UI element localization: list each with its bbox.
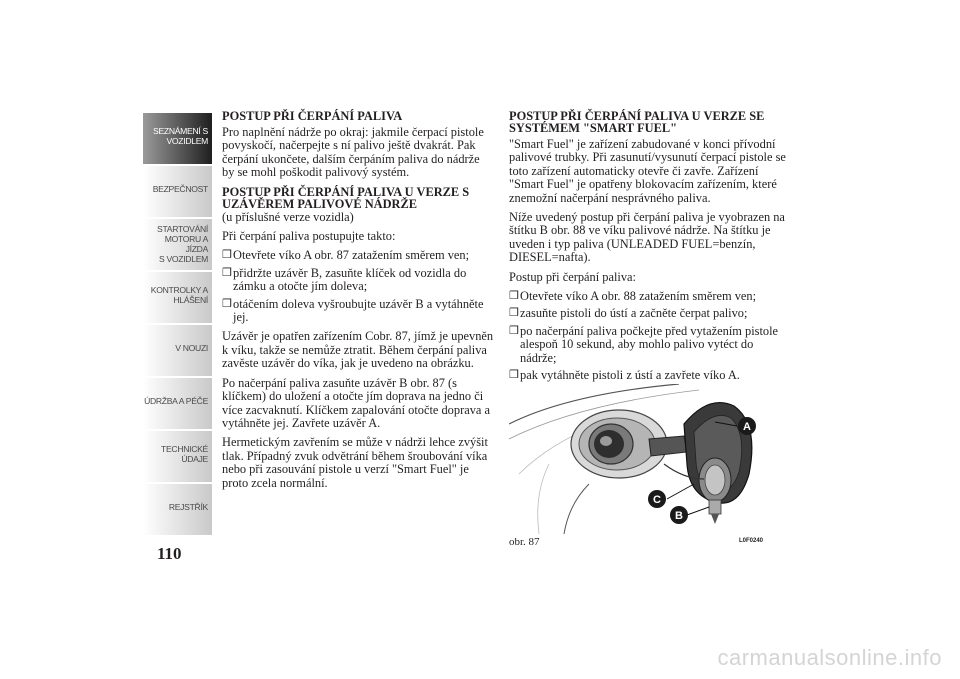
paragraph: Uzávěr je opatřen zařízením Cobr. 87, jímž je upevněn k víku, takže se nemůže ztratit. Během čerpání paliva zavěste uzávěr do víka, jak je uvedeno na obrázku. <box>222 329 494 371</box>
checkbox-bullet-icon: ❒ <box>222 297 232 310</box>
list-item: ❒ po načerpání paliva počkejte před vytažením pistole alespoň 10 sekund, aby mohlo palivo vytéct do nádrže; <box>509 323 779 365</box>
paragraph: Po načerpání paliva zasuňte uzávěr B obr. 87 (s klíčkem) do uložení a otočte jím doprava na jedno či více zacvaknutí. Klíčkem zapalování otočte doprava a vytáhněte jej. Zavřete uzávěr A. <box>222 375 490 430</box>
callout-a-label: A <box>743 421 751 433</box>
chapter-tabs <box>143 113 212 537</box>
list-item: ❒ přidržte uzávěr B, zasuňte klíček od vozidla do zámku a otočte jím doleva; <box>222 265 467 294</box>
list-item: ❒ zasuňte pistoli do ústí a začněte čerpat palivo; <box>509 306 748 321</box>
callout-c-label: C <box>653 494 661 506</box>
checkbox-bullet-icon: ❒ <box>509 369 519 382</box>
section-heading: POSTUP PŘI ČERPÁNÍ PALIVA U VERZE SE SYSTÉMEM "SMART FUEL" <box>509 109 765 135</box>
tab-udrzba[interactable]: ÚDRŽBA A PÉČE <box>143 378 212 429</box>
paragraph: Níže uvedený postup při čerpání paliva je vyobrazen na štítku B obr. 88 ve víku palivové nádrže. Na štítku je uveden i typ paliva (UNLEADED FUEL=benzín, DIESEL=nafta). <box>509 210 785 265</box>
paragraph: Při čerpání paliva postupujte takto: <box>222 229 396 244</box>
callout-b-label: B <box>675 510 683 522</box>
tab-startovani[interactable]: STARTOVÁNÍ MOTORU A JÍZDA S VOZIDLEM <box>143 219 212 270</box>
paragraph: Postup při čerpání paliva: <box>509 269 636 284</box>
tab-v-nouzi[interactable]: V NOUZI <box>143 325 212 376</box>
watermark: carmanualsonline.info <box>717 645 942 670</box>
left-column <box>222 110 494 496</box>
list-item: ❒ pak vytáhněte pistoli z ústí a zavřete víko A. <box>509 368 740 383</box>
page-number: 110 <box>157 544 182 563</box>
checkbox-bullet-icon: ❒ <box>509 307 519 320</box>
fuel-cap-drawing <box>509 384 788 534</box>
tab-seznameni-s-vozidlem[interactable]: SEZNÁMENÍ S VOZIDLEM <box>143 113 212 164</box>
paragraph: "Smart Fuel" je zařízení zabudované v konci přívodní palivové trubky. Při zasunutí/vysunutí čerpací pistole se toto zařízení automaticky otevře či zavře. Zařízení "Smart Fuel" je opatřeny blokovacím zařízením, které znemožní načerpání nesprávného paliva. <box>509 137 786 205</box>
heading-note: (u příslušné verze vozidla) <box>222 209 354 224</box>
checkbox-bullet-icon: ❒ <box>222 266 232 279</box>
right-column <box>509 110 786 389</box>
checkbox-bullet-icon: ❒ <box>222 249 232 262</box>
paragraph: Pro naplnění nádrže po okraj: jakmile čerpací pistole povyskočí, načerpejte s ní palivo ještě dvakrát. Pak čerpání ukončete, dalším čerpáním paliva do nádrže by se mohl poškodit palivový systém. <box>222 125 484 180</box>
figure-caption: obr. 87 <box>509 536 540 548</box>
fuel-cap-illustration <box>509 384 788 534</box>
list-item: ❒ otáčením doleva vyšroubujte uzávěr B a vytáhněte jej. <box>222 296 484 325</box>
tab-bezpecnost[interactable]: BEZPEČNOST <box>143 166 212 217</box>
checkbox-bullet-icon: ❒ <box>509 290 519 303</box>
steps-list <box>222 249 494 324</box>
steps-list <box>509 290 786 382</box>
list-item: ❒ Otevřete víko A obr. 88 zatažením směrem ven; <box>509 289 757 304</box>
section-heading: POSTUP PŘI ČERPÁNÍ PALIVA U VERZE S UZÁVĚREM PALIVOVÉ NÁDRŽE <box>222 184 470 211</box>
list-item: ❒ Otevřete víko A obr. 87 zatažením směrem ven; <box>222 248 470 263</box>
paragraph: Hermetickým zavřením se může v nádrži lehce zvýšit tlak. Případný zvuk odvětrání během šroubování víka nebo při zasouvání pistole u verzí "Smart Fuel" je proto zcela normální. <box>222 435 488 490</box>
section-heading: POSTUP PŘI ČERPÁNÍ PALIVA <box>222 109 403 123</box>
tab-kontrolky[interactable]: KONTROLKY A HLÁŠENÍ <box>143 272 212 323</box>
checkbox-bullet-icon: ❒ <box>509 324 519 337</box>
figure-code: L0F0240 <box>739 538 764 544</box>
tab-technicke-udaje[interactable]: TECHNICKÉ ÚDAJE <box>143 431 212 482</box>
tab-rejstrik[interactable]: REJSTŘÍK <box>143 484 212 535</box>
